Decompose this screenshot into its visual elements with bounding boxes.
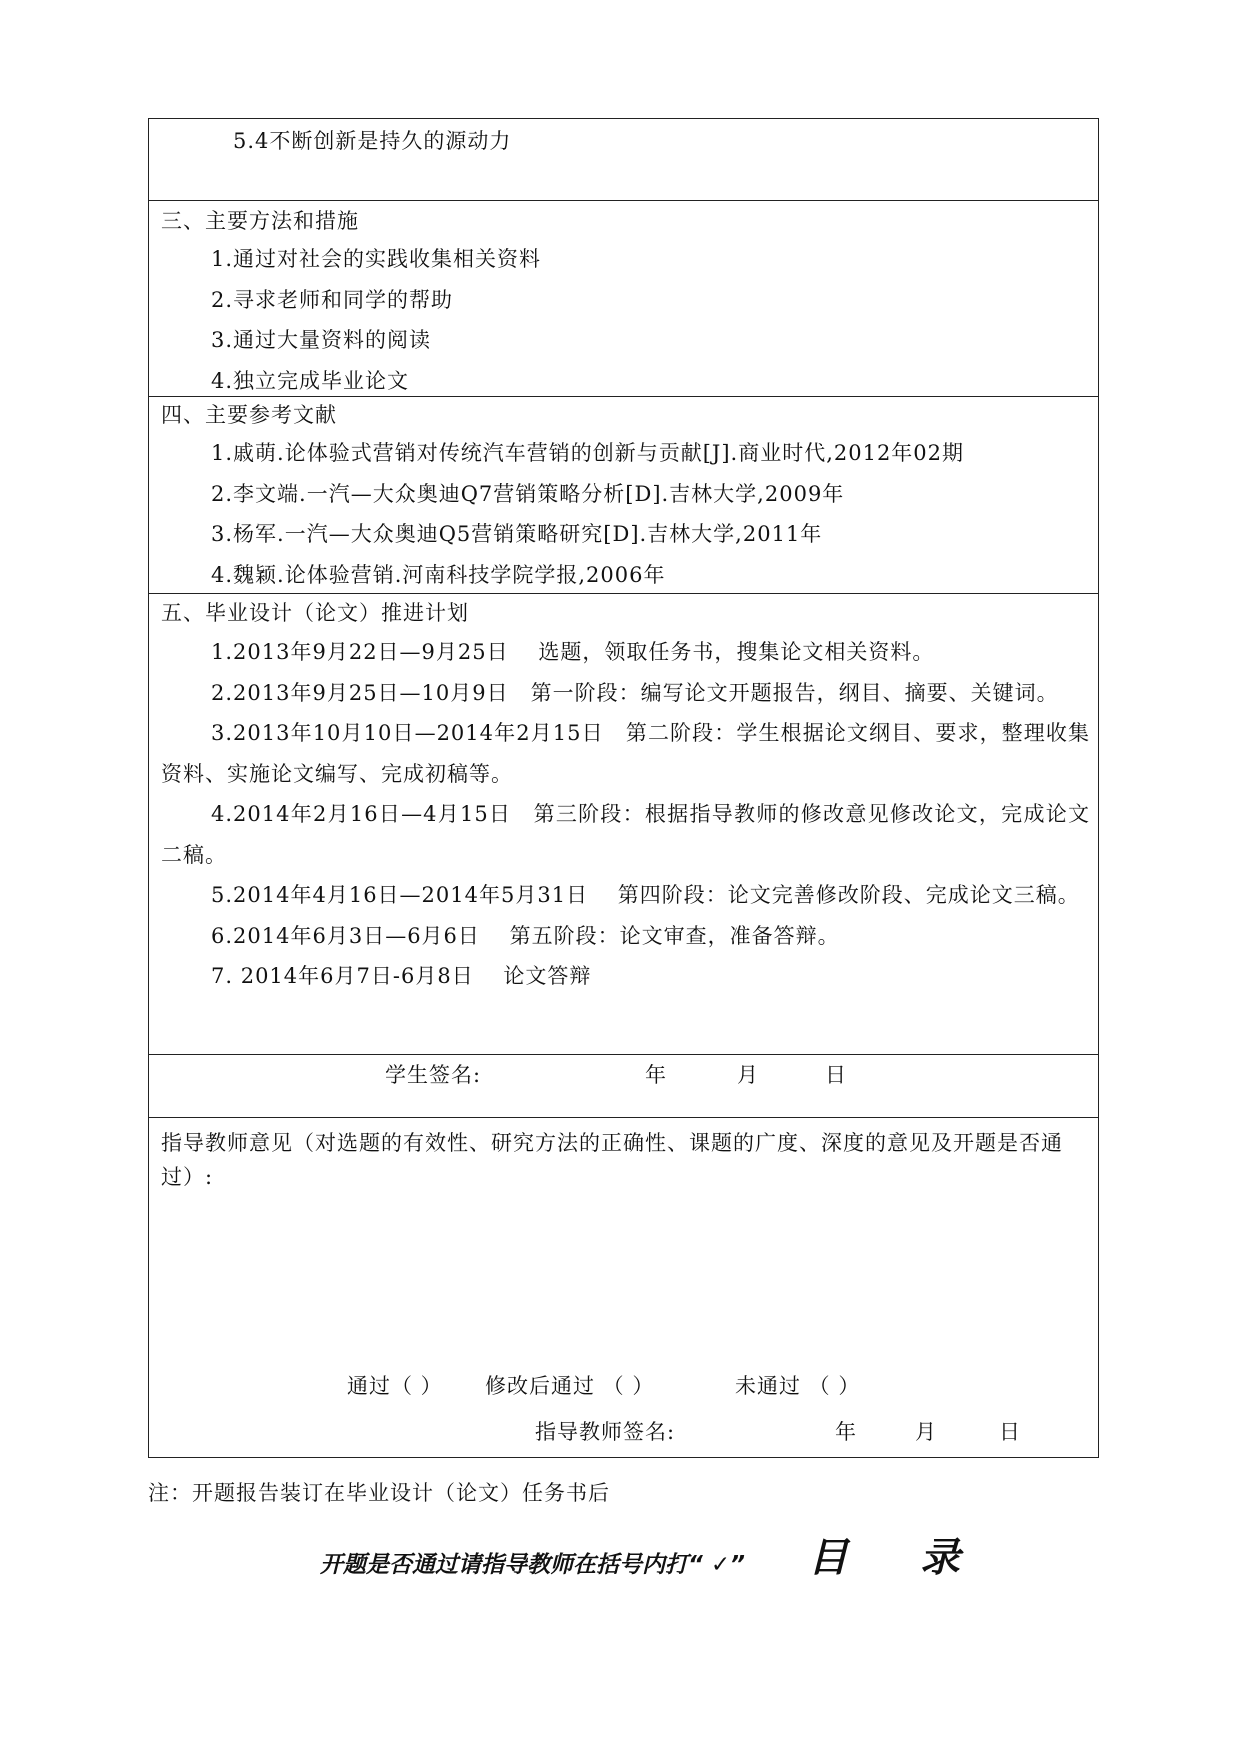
reference-item: 1.戚萌.论体验式营销对传统汽车营销的创新与贡献[J].商业时代,2012年02期	[211, 441, 965, 465]
advisor-sign-label: 指导教师签名:	[535, 1420, 676, 1444]
plan-item: 3.2013年10月10日—2014年2月15日 第二阶段：学生根据论文纲目、要求，整理收集资料、实施论文编写、完成初稿等。	[161, 721, 1090, 786]
student-sign-year: 年	[645, 1063, 667, 1087]
method-item: 1.通过对社会的实践收集相关资料	[211, 247, 542, 271]
student-sign-month: 月	[737, 1063, 759, 1087]
student-signature-cell	[149, 1055, 1098, 1118]
approval-options-row	[149, 1366, 1098, 1406]
toc-title-char-2: 录	[920, 1535, 960, 1581]
plan-item: 5.2014年4月16日—2014年5月31日 第四阶段：论文完善修改阶段、完成论文三稿。	[211, 883, 1080, 907]
pass-after-revision-option: 修改后通过 （ ）	[485, 1374, 655, 1398]
references-section-cell	[149, 397, 1098, 594]
item-5-4: 5.4不断创新是持久的源动力	[233, 129, 512, 153]
plan-section-cell	[149, 594, 1098, 1055]
methods-heading: 三、主要方法和措施	[161, 209, 359, 233]
plan-item: 2.2013年9月25日—10月9日 第一阶段：编写论文开题报告，纲目、摘要、关键词。	[211, 680, 1059, 705]
student-sign-day: 日	[825, 1063, 847, 1087]
pass-option: 通过（ ）	[347, 1374, 443, 1398]
innovation-section-cell	[149, 119, 1098, 201]
reference-item: 4.魏颖.论体验营销.河南科技学院学报,2006年	[211, 562, 666, 587]
plan-heading: 五、毕业设计（论文）推进计划	[161, 601, 469, 625]
advisor-sign-year: 年	[835, 1420, 857, 1444]
student-signature-row	[149, 1055, 1098, 1118]
advisor-sign-month: 月	[915, 1420, 937, 1444]
plan-item: 1.2013年9月22日—9月25日 选题，领取任务书，搜集论文相关资料。	[211, 640, 935, 664]
advisor-signature-row	[149, 1412, 1098, 1452]
reference-item: 3.杨军.一汽—大众奥迪Q5营销策略研究[D].吉林大学,2011年	[211, 522, 823, 546]
plan-item: 6.2014年6月3日—6月6日 第五阶段：论文审查，准备答辩。	[211, 923, 840, 948]
reference-item: 2.李文端.一汽—大众奥迪Q7营销策略分析[D].吉林大学,2009年	[211, 481, 845, 506]
student-sign-label: 学生签名:	[385, 1063, 482, 1087]
plan-item: 7. 2014年6月7日-6月8日 论文答辩	[211, 964, 592, 988]
method-item: 2.寻求老师和同学的帮助	[211, 287, 454, 312]
plan-item: 4.2014年2月16日—4月15日 第三阶段：根据指导教师的修改意见修改论文，完成论文二稿。	[161, 802, 1090, 867]
methods-section-cell	[149, 201, 1098, 397]
advisor-sign-day: 日	[999, 1420, 1021, 1444]
toc-title-char-1: 目	[808, 1535, 848, 1581]
proposal-form-table	[148, 118, 1099, 1458]
advisor-opinion-label: 指导教师意见（对选题的有效性、研究方法的正确性、课题的广度、深度的意见及开题是否通过）:	[161, 1131, 1063, 1189]
not-pass-option: 未通过 （ ）	[735, 1374, 861, 1398]
method-item: 4.独立完成毕业论文	[211, 368, 410, 393]
method-item: 3.通过大量资料的阅读	[211, 328, 432, 352]
advisor-opinion-cell	[149, 1118, 1098, 1457]
binding-note: 注：开题报告装订在毕业设计（论文）任务书后	[148, 1481, 610, 1505]
footer-instruction: 开题是否通过请指导教师在括号内打“ ✓”	[320, 1552, 745, 1578]
references-heading: 四、主要参考文献	[161, 403, 337, 427]
